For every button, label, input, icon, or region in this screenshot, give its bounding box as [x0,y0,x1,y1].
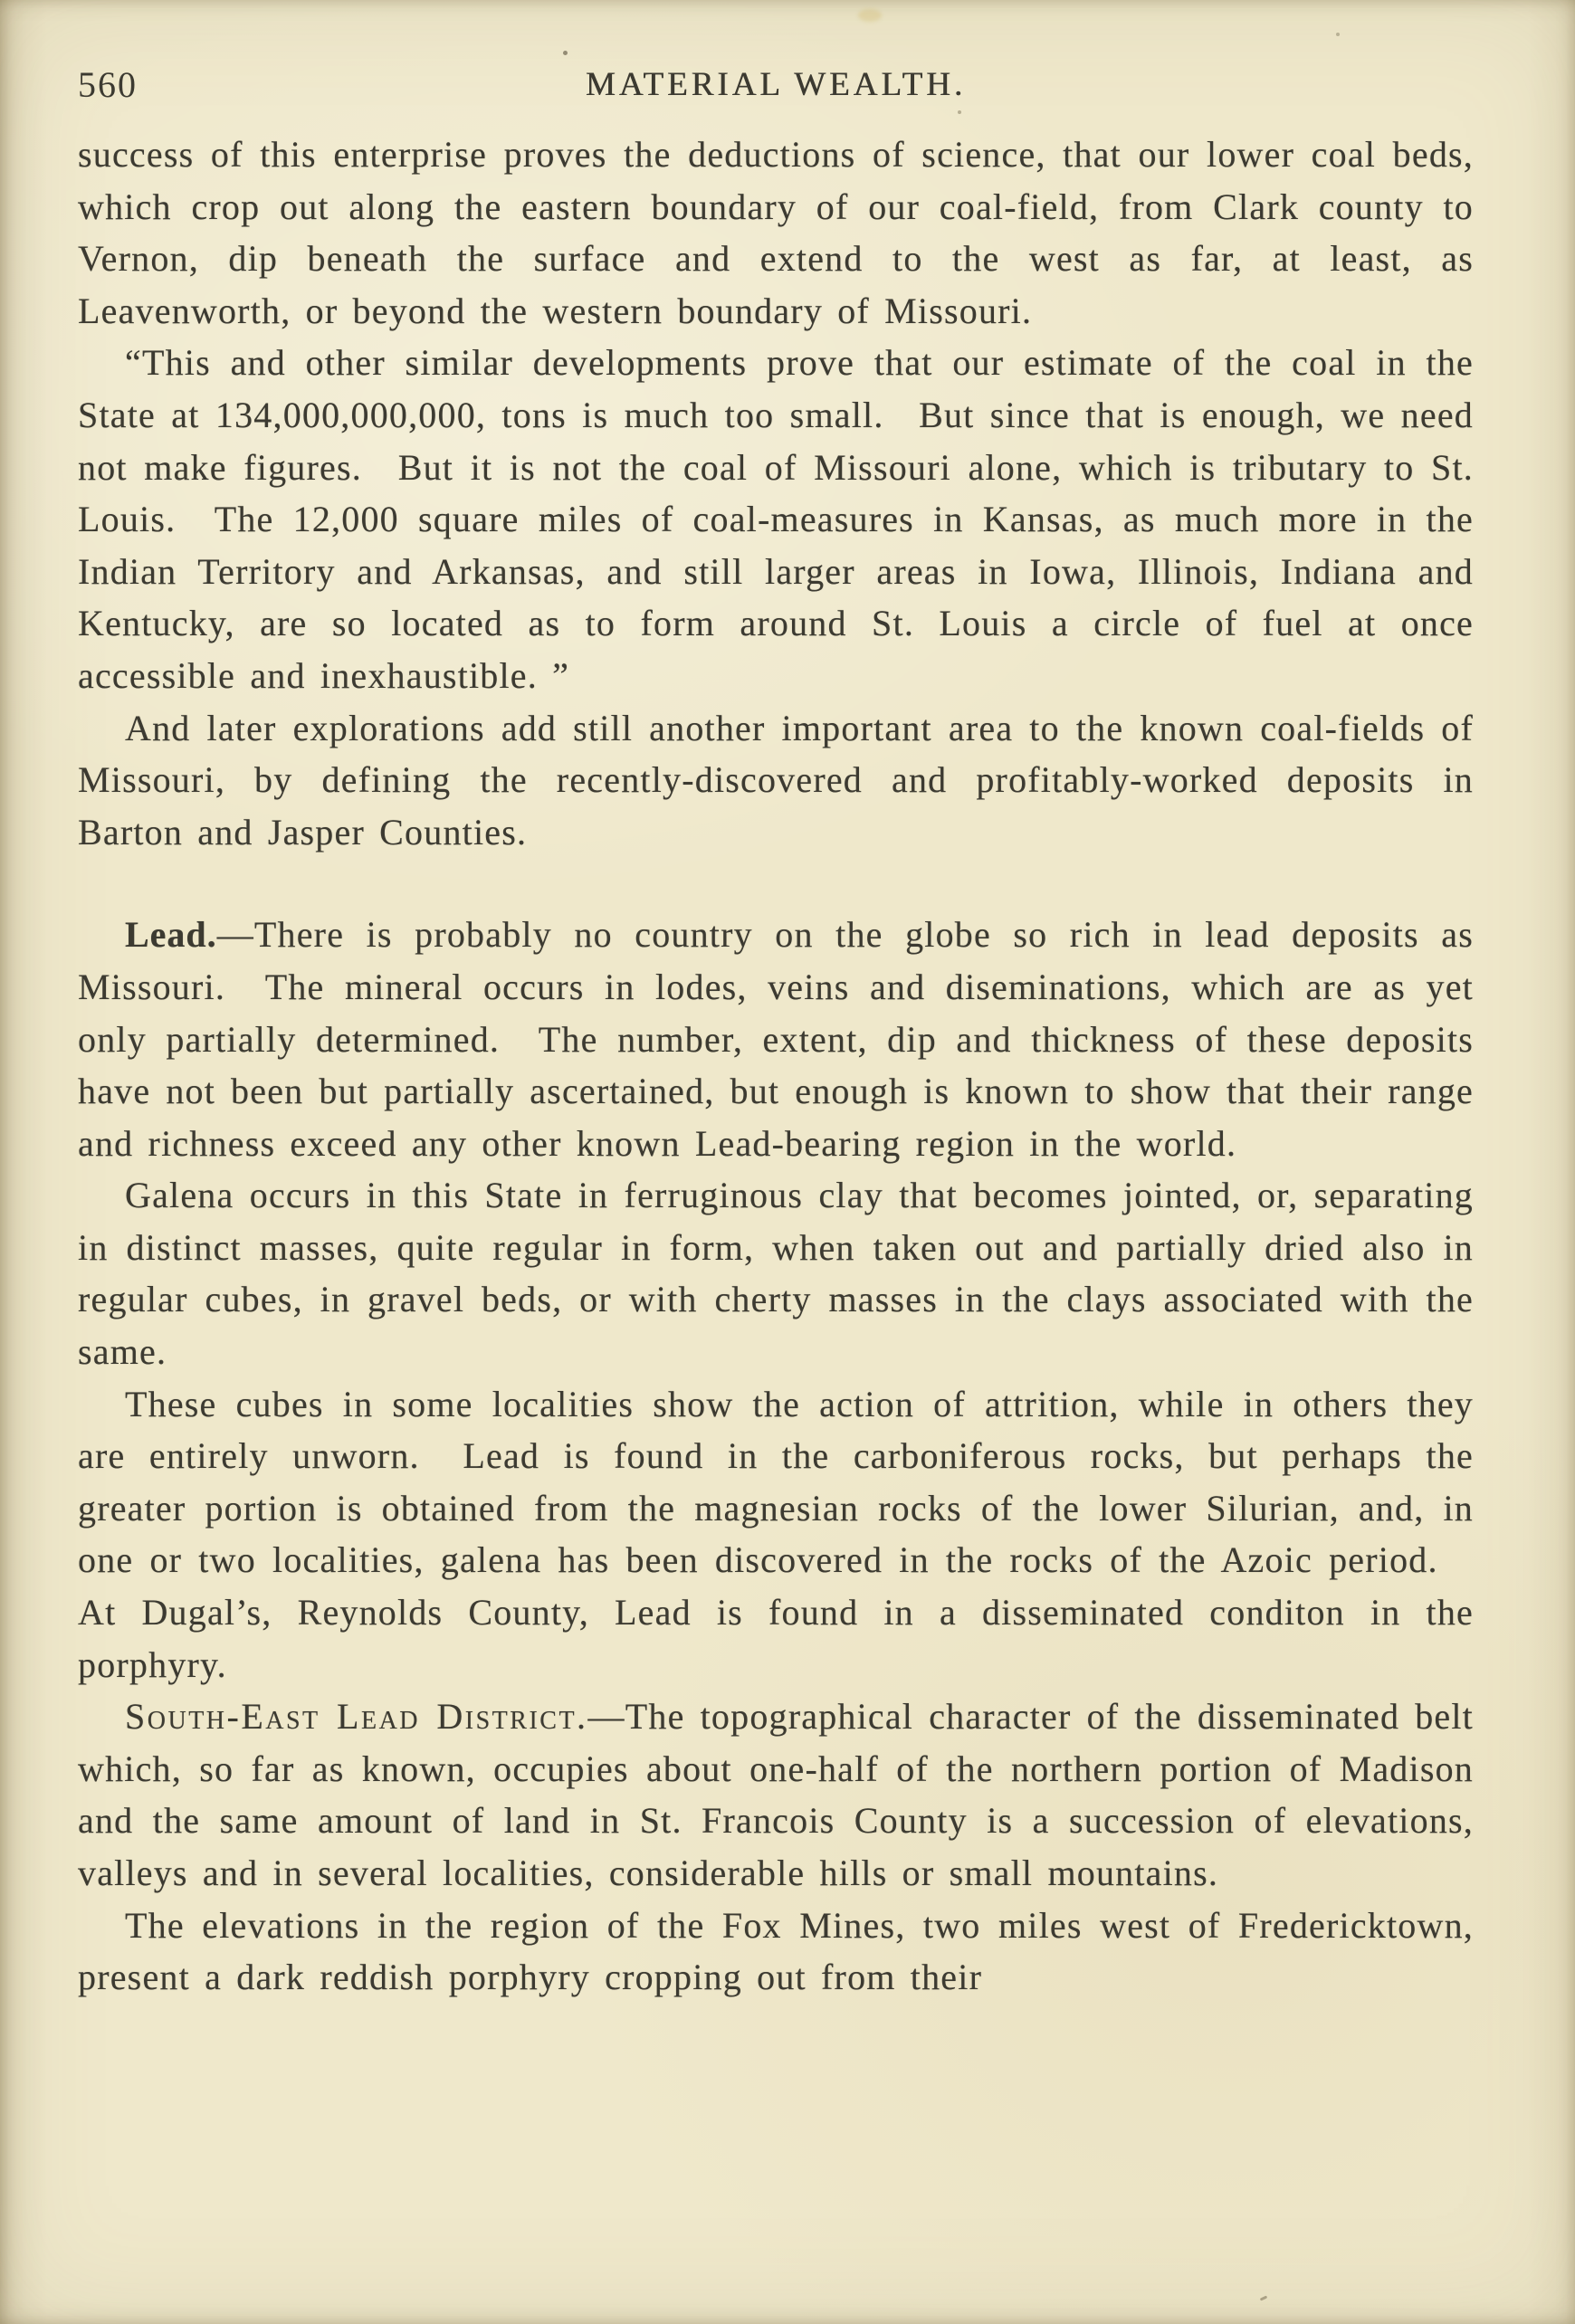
paragraph: Galena occurs in this State in ferruginous clay that becomes jointed, or, separating in distinct masses, quite regular in form, when taken out and partially dried also in regular cubes, in gravel beds, or with cherty masses in the clays associated with the same. [78,1175,1474,1373]
paragraph-lead-in: Lead. [125,914,217,956]
page-header [78,63,1474,110]
paragraph [78,1691,1474,1899]
paragraph: The elevations in the region of the Fox Mines, two miles west of Fredericktown, present a dark reddish porphyry cropping out from their [78,1904,1474,1998]
paragraph [78,909,1474,1169]
paper-stain [858,9,882,22]
paragraph: success of this enterprise proves the deductions of science, that our lower coal beds, which crop out along the eastern boundary of our coal-field, from Clark county to Vernon, dip beneath the surface and extend to the west as far, at least, as Leavenworth, or beyond the western boundary of Missouri. [78,134,1474,331]
paper-speck [958,110,961,114]
paper-speck [563,51,568,55]
running-title: MATERIAL WEALTH. [585,66,967,103]
page-number: 560 [78,64,138,105]
paragraph: “This and other similar developments prove that our estimate of the coal in the State at 134,000,000,000, tons is much too small. But since that is enough, we need not make figures. But it is not the coal of Missouri alone, which is tributary to St. Louis. The 12,000 square miles of coal-measures in Kansas, as much more in the Indian Territory and Arkansas, and still larger areas in Iowa, Illinois, Indiana and Kentucky, are so located as to form around St. Louis a circle of fuel at once accessible and inexhaustible. ” [78,342,1474,696]
paragraph: These cubes in some localities show the action of attrition, while in others they are entirely unworn. Lead is found in the carboniferous rocks, but perhaps the greater portion is obtained from the magnesian rocks of the lower Silurian, and, in one or two localities, galena has been discovered in the rocks of the Azoic period. At Dugal’s, Reynolds County, Lead is found in a disseminated conditon in the porphyry. [78,1383,1474,1685]
paper-speck [1336,33,1340,36]
paper-speck [1260,2295,1268,2300]
paragraph-text: —There is probably no country on the globe so rich in lead deposits as Missouri. The mineral occurs in lodes, veins and diseminations, which are as yet only partially determined. The number, extent, dip and thickness of these deposits have not been but partially ascertained, but enough is known to show that their range and richness exceed any other known Lead-bearing region in the world. [78,914,1474,1164]
paragraph-lead-in: South-East Lead District. [125,1696,588,1738]
paragraph-text: —The topographical character of the disseminated belt which, so far as known, occupies about one-half of the northern portion of Madison and the same amount of land in St. Francois County is a succession of elevations, valleys and in several localities, considerable hills or small mountains. [78,1696,1474,1893]
page-text [78,129,1474,2004]
paragraph: And later explorations add still another important area to the known coal-fields of Missouri, by defining the recently-discovered and profitably-worked deposits in Barton and Jasper Counties. [78,707,1474,852]
